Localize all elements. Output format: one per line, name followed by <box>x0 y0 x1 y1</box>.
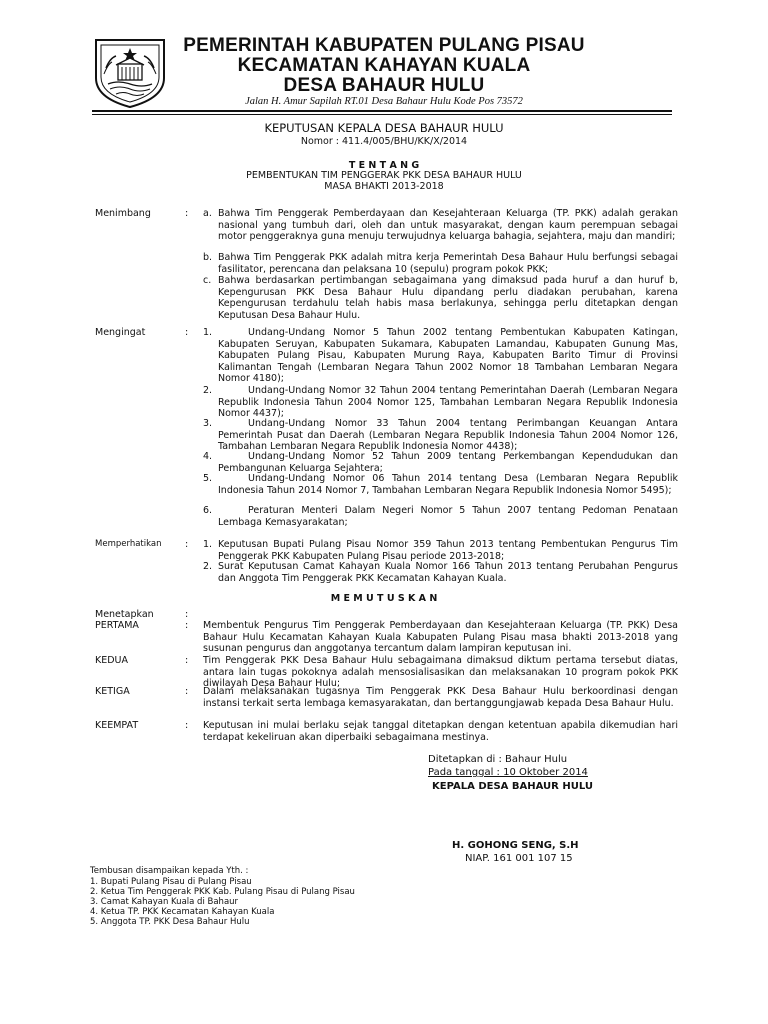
decree-about: T E N T A N G <box>348 160 420 171</box>
letterhead-rule-thick <box>92 110 672 112</box>
menimbang-item: Bahwa Tim Penggerak PKK adalah mitra kerja Pemerintah Desa Bahaur Hulu berfungsi sebagai fasilitator, perencana dan pelaksana 10 (sepulu) program pokok PKK; <box>218 252 678 275</box>
letterhead-address: Jalan H. Amur Sapilah RT.01 Desa Bahaur Hulu Kode Pos 73572 <box>245 96 523 107</box>
keempat-text: Keputusan ini mulai berlaku sejak tanggal ditetapkan dengan ketentuan apabila dikemudian hari terdapat kekeliruan akan diperbaiki sebagaimana mestinya. <box>203 720 678 743</box>
list-marker: 1. <box>203 539 213 550</box>
signature-place: Ditetapkan di : Bahaur Hulu <box>428 754 568 765</box>
decree-subject: PEMBENTUKAN TIM PENGGERAK PKK DESA BAHAUR HULU <box>246 170 522 181</box>
decree-number: Nomor : 411.4/005/BHU/KK/X/2014 <box>300 136 468 147</box>
list-marker: 1. <box>203 327 213 338</box>
menimbang-item: Bahwa berdasarkan pertimbangan sebagaimana yang dimaksud pada huruf a dan huruf b, Kepengurusan PKK Desa Bahaur Hulu dipandang perlu diadakan perubahan, karena Kepengurusan terdahulu telah habis masa berlakunya, sehingga perlu ditetapkan dengan Keputusan Desa Bahaur Hulu. <box>218 275 678 321</box>
tembusan-item: 2. Ketua Tim Penggerak PKK Kab. Pulang Pisau di Pulang Pisau <box>90 887 355 897</box>
signature-nip: NIAP. 161 001 107 15 <box>465 853 573 864</box>
colon: : <box>185 208 189 219</box>
tembusan-item: 5. Anggota TP. PKK Desa Bahaur Hulu <box>90 917 250 927</box>
list-marker: 3. <box>203 418 213 429</box>
memutuskan-heading: M E M U T U S K A N <box>330 593 438 604</box>
kedua-text: Tim Penggerak PKK Desa Bahaur Hulu sebagaimana dimaksud diktum pertama tersebut diatas, antara lain tugas pokoknya adalah mensosialisasikan dan melaksanakan 10 program pokok PKK diwilayah Desa Bahaur Hulu; <box>203 655 678 689</box>
memperhatikan-item: Surat Keputusan Camat Kahayan Kuala Nomor 166 Tahun 2013 tentang Perubahan Pengurus dan Anggota Tim Penggerak PKK Kecamatan Kahayan Kuala. <box>218 561 678 584</box>
list-marker: 2. <box>203 561 213 572</box>
mengingat-item: Undang-Undang Nomor 06 Tahun 2014 tentang Desa (Lembaran Negara Republik Indonesia Tahun 2014 Nomor 7, Tambahan Lembaran Negara Republik Indonesia Nomor 5495); <box>218 473 678 496</box>
tembusan-item: 4. Ketua TP. PKK Kecamatan Kahayan Kuala <box>90 907 275 917</box>
signature-position: KEPALA DESA BAHAUR HULU <box>432 781 593 792</box>
signature-date: Pada tanggal : 10 Oktober 2014 <box>428 767 588 778</box>
mengingat-item: Undang-Undang Nomor 52 Tahun 2009 tentang Perkembangan Kependudukan dan Pembangunan Keluarga Sejahtera; <box>218 451 678 474</box>
ketiga-label: KETIGA <box>95 686 130 697</box>
memperhatikan-item: Keputusan Bupati Pulang Pisau Nomor 359 Tahun 2013 tentang Pembentukan Pengurus Tim Penggerak PKK Kabupaten Pulang Pisau periode 2013-2018; <box>218 539 678 562</box>
decree-title: KEPUTUSAN KEPALA DESA BAHAUR HULU <box>264 121 504 135</box>
letterhead-village: DESA BAHAUR HULU <box>283 75 485 96</box>
menimbang-label: Menimbang <box>95 208 151 219</box>
colon: : <box>185 539 189 550</box>
letterhead-government: PEMERINTAH KABUPATEN PULANG PISAU <box>183 35 585 56</box>
mengingat-item: Undang-Undang Nomor 5 Tahun 2002 tentang Pembentukan Kabupaten Katingan, Kabupaten Seruyan, Kabupaten Sukamara, Kabupaten Lamandau, Kabupaten Gunung Mas, Kabupaten Pulang Pisau, Kabupaten Murung Raya, Kabupaten Barito Timur di Provinsi Kalimantan Tengah (Lembaran Negara Tahun 2002 Nomor 18 Tambahan Lembaran Negara Nomor 4180); <box>218 327 678 384</box>
list-marker: 4. <box>203 451 213 462</box>
mengingat-item: Undang-Undang Nomor 32 Tahun 2004 tentang Pemerintahan Daerah (Lembaran Negara Republik Indonesia Tahun 2004 Nomor 125, Tambahan Lembaran Negara Republik Indonesia Nomor 4437); <box>218 385 678 419</box>
tembusan-heading: Tembusan disampaikan kepada Yth. : <box>90 866 249 876</box>
colon: : <box>185 720 189 731</box>
mengingat-item: Peraturan Menteri Dalam Negeri Nomor 5 Tahun 2007 tentang Pedoman Penataan Lembaga Kemasyarakatan; <box>218 505 678 528</box>
memperhatikan-label: Memperhatikan <box>95 539 162 549</box>
ketiga-text: Dalam melaksanakan tugasnya Tim Penggerak PKK Desa Bahaur Hulu berkoordinasi dengan instansi terkait serta lembaga kemasyarakatan, dan bertanggungjawab kepada Desa Bahaur Hulu. <box>203 686 678 709</box>
mengingat-label: Mengingat <box>95 327 146 338</box>
tembusan-item: 1. Bupati Pulang Pisau di Pulang Pisau <box>90 877 252 887</box>
keempat-label: KEEMPAT <box>95 720 139 731</box>
pertama-label: PERTAMA <box>95 620 139 631</box>
colon: : <box>185 327 189 338</box>
colon: : <box>185 686 189 697</box>
colon: : <box>185 655 189 666</box>
list-marker: 5. <box>203 473 213 484</box>
menetapkan-label: Menetapkan <box>95 609 154 620</box>
decree-period: MASA BHAKTI 2013-2018 <box>324 181 444 192</box>
list-marker: c. <box>203 275 212 286</box>
colon: : <box>185 609 189 620</box>
letterhead-rule-thin <box>92 114 672 115</box>
signature-name: H. GOHONG SENG, S.H <box>452 840 579 851</box>
list-marker: b. <box>203 252 213 263</box>
list-marker: a. <box>203 208 212 219</box>
list-marker: 2. <box>203 385 213 396</box>
colon: : <box>185 620 189 631</box>
kedua-label: KEDUA <box>95 655 128 666</box>
letterhead-district: KECAMATAN KAHAYAN KUALA <box>237 55 531 76</box>
pertama-text: Membentuk Pengurus Tim Penggerak Pemberdayaan dan Kesejahteraan Keluarga (TP. PKK) Desa Bahaur Hulu Kecamatan Kahayan Kuala Kabupaten Pulang Pisau masa bhakti 2013-2018 yang susunan pengurus dan anggotanya tercantum dalam lampiran keputusan ini. <box>203 620 678 654</box>
mengingat-item: Undang-Undang Nomor 33 Tahun 2004 tentang Perimbangan Keuangan Antara Pemerintah Pusat dan Daerah (Lembaran Negara Republik Indonesia Tahun 2004 Nomor 126, Tambahan Lembaran Negara Republik Indonesia Nomor 4438); <box>218 418 678 452</box>
list-marker: 6. <box>203 505 213 516</box>
menimbang-item: Bahwa Tim Penggerak Pemberdayaan dan Kesejahteraan Keluarga (TP. PKK) adalah gerakan nasional yang tumbuh dari, oleh dan untuk masyarakat, dengan kaum perempuan sebagai motor penggeraknya guna menuju terwujudnya keluarga bahagia, sejahtera, maju dan mandiri; <box>218 208 678 242</box>
tembusan-item: 3. Camat Kahayan Kuala di Bahaur <box>90 897 239 907</box>
